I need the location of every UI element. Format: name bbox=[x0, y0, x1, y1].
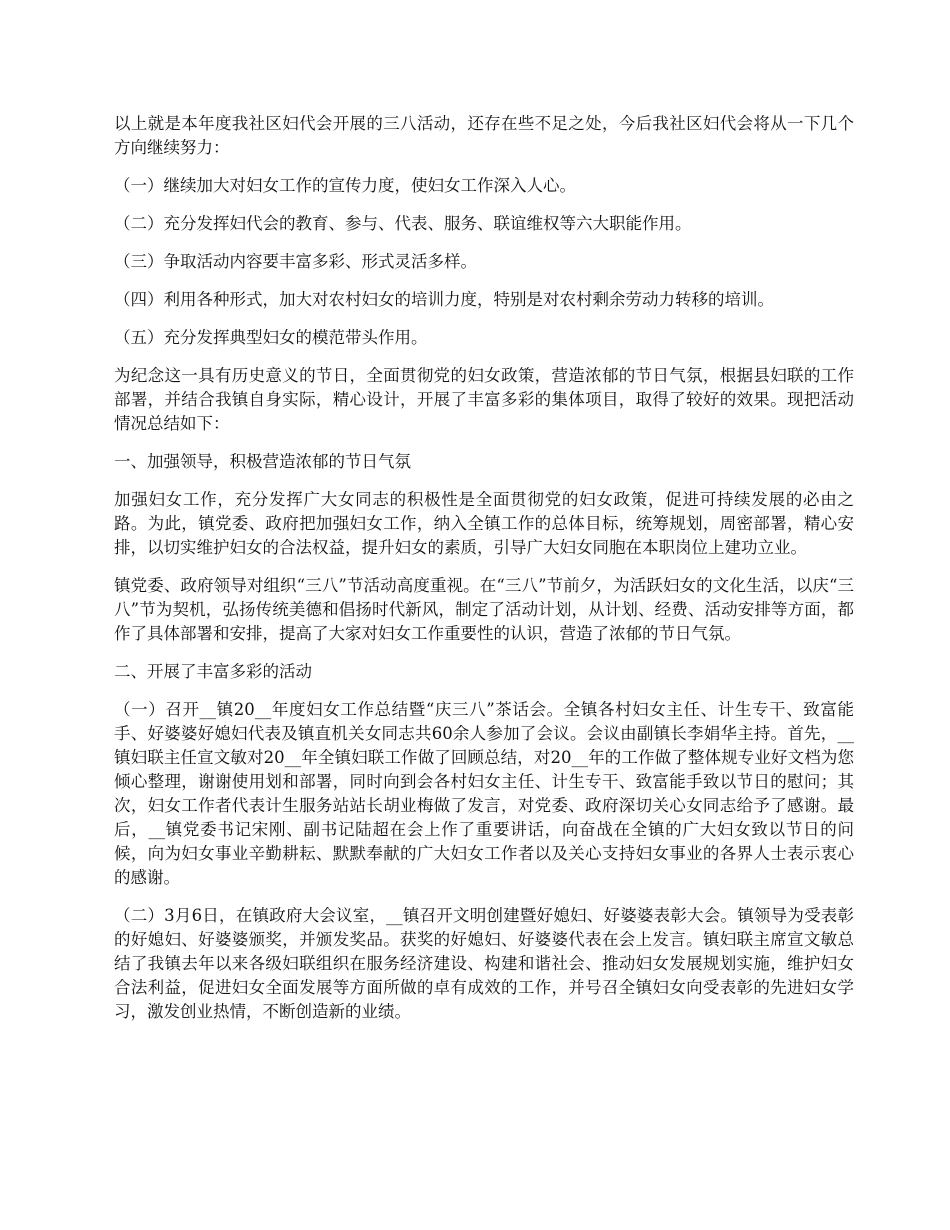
document-page bbox=[114, 112, 854, 1038]
body-paragraph: 镇党委、政府领导对组织“三八”节活动高度重视。在“三八”节前夕，为活跃妇女的文化生活，以庆“三八”节为契机，弘扬传统美德和倡扬时代新风，制定了活动计划，从计划、经费、活动安排等方面，都作了具体部署和安排，提高了大家对妇女工作重要性的认识，营造了浓郁的节日气氛。 bbox=[114, 576, 854, 643]
activity-paragraph-1: （一）召开__镇20__年度妇女工作总结暨“庆三八”茶话会。全镇各村妇女主任、计生专干、致富能手、好婆婆好媳妇代表及镇直机关女同志共60余人参加了会议。会议由副镇长李娟华主持。首先，__镇妇联主任宣文敏对20__年全镇妇联工作做了回顾总结，对20__年的工作做了整体规专业好文档为您倾心整理，谢谢使用划和部署，同时向到会各村妇女主任、计生专干、致富能手致以节日的慰问；其次，妇女工作者代表计生服务站站长胡业梅做了发言，对党委、政府深切关心女同志给予了感谢。最后，__镇党委书记宋刚、副书记陆超在会上作了重要讲话，向奋战在全镇的广大妇女致以节日的问候，向为妇女事业辛勤耕耘、默默奉献的广大妇女工作者以及关心支持妇女事业的各界人士表示衷心的感谢。 bbox=[114, 700, 854, 887]
section-heading-1: 一、加强领导，积极营造浓郁的节日气氛 bbox=[114, 452, 411, 471]
summary-intro-paragraph: 为纪念这一具有历史意义的节日，全面贯彻党的妇女政策，营造浓郁的节日气氛，根据县妇联的工作部署，并结合我镇自身实际，精心设计，开展了丰富多彩的集体项目，取得了较好的效果。现把活动情况总结如下： bbox=[114, 366, 854, 433]
intro-paragraph: 以上就是本年度我社区妇代会开展的三八活动，还存在些不足之处，今后我社区妇代会将从一下几个方向继续努力： bbox=[114, 114, 854, 157]
list-item-2: （二）充分发挥妇代会的教育、参与、代表、服务、联谊维权等六大职能作用。 bbox=[114, 214, 692, 233]
list-item-1: （一）继续加大对妇女工作的宣传力度，使妇女工作深入人心。 bbox=[114, 176, 576, 195]
activity-paragraph-2: （二）3月6日，在镇政府大会议室，__镇召开文明创建暨好媳妇、好婆婆表彰大会。镇领导为受表彰的好媳妇、好婆婆颁奖，并颁发奖品。获奖的好媳妇、好婆婆代表在会上发言。镇妇联主席宣文敏总结了我镇去年以来各级妇联组织在服务经济建设、构建和谐社会、推动妇女发展规划实施，维护妇女合法利益，促进妇女全面发展等方面所做的卓有成效的工作，并号召全镇妇女向受表彰的先进妇女学习，激发创业热情，不断创造新的业绩。 bbox=[114, 906, 854, 1021]
section-heading-2: 二、开展了丰富多彩的活动 bbox=[114, 662, 312, 681]
list-item-5: （五）充分发挥典型妇女的模范带头作用。 bbox=[114, 328, 428, 347]
list-item-4: （四）利用各种形式，加大对农村妇女的培训力度，特别是对农村剩余劳动力转移的培训。 bbox=[114, 290, 774, 309]
body-paragraph: 加强妇女工作，充分发挥广大女同志的积极性是全面贯彻党的妇女政策，促进可持续发展的必由之路。为此，镇党委、政府把加强妇女工作，纳入全镇工作的总体目标，统筹规划，周密部署，精心安排，以切实维护妇女的合法权益，提升妇女的素质，引导广大妇女同胞在本职岗位上建功立业。 bbox=[114, 490, 854, 557]
list-item-3: （三）争取活动内容要丰富多彩、形式灵活多样。 bbox=[114, 252, 477, 271]
